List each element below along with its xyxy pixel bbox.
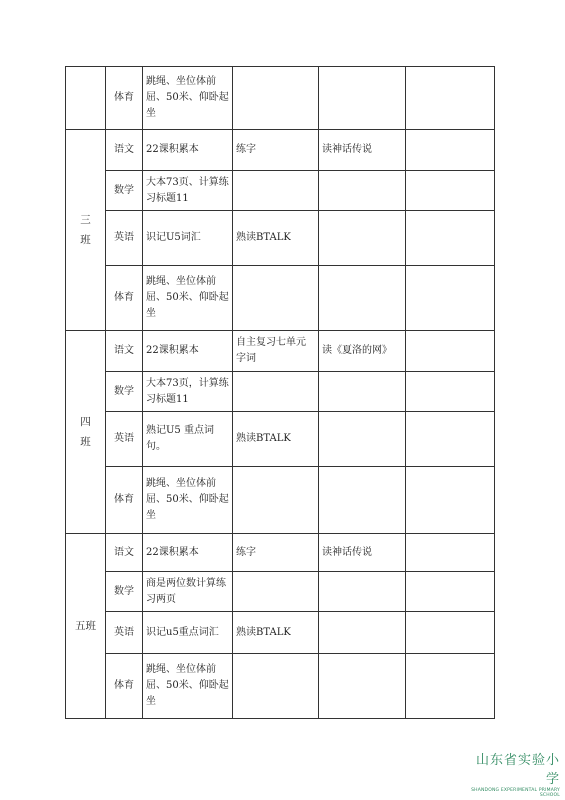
task-cell: 识记U5词汇 (143, 211, 233, 266)
table-row (66, 412, 495, 467)
task-cell (406, 372, 495, 412)
task-cell: 练字 (233, 534, 319, 572)
table-row (66, 467, 495, 534)
class-cell (66, 331, 106, 534)
homework-table (65, 66, 495, 719)
task-cell: 22课积累本 (143, 331, 233, 372)
subject-cell: 体育 (106, 67, 143, 130)
task-cell (406, 534, 495, 572)
class-cell (66, 67, 106, 130)
task-cell (406, 130, 495, 171)
logo-chinese-name: 山东省实验小学 (475, 753, 560, 787)
task-cell (233, 572, 319, 612)
table-row (66, 67, 495, 130)
task-cell (406, 612, 495, 654)
class-cell (66, 534, 106, 719)
task-cell: 22课积累本 (143, 534, 233, 572)
subject-cell: 体育 (106, 266, 143, 331)
task-cell (406, 171, 495, 211)
task-cell (406, 654, 495, 719)
subject-cell: 英语 (106, 211, 143, 266)
task-cell (319, 654, 406, 719)
task-cell (319, 612, 406, 654)
task-cell: 读神话传说 (319, 534, 406, 572)
task-cell: 熟记U5 重点词句。 (143, 412, 233, 467)
subject-cell: 体育 (106, 467, 143, 534)
class-label: 四 班 (80, 416, 91, 448)
task-cell (233, 266, 319, 331)
task-cell (406, 331, 495, 372)
school-logo (470, 749, 560, 798)
subject-cell: 英语 (106, 412, 143, 467)
task-cell: 大本73页、计算练习标题11 (143, 171, 233, 211)
task-cell (319, 266, 406, 331)
task-cell (406, 211, 495, 266)
task-cell (406, 266, 495, 331)
task-cell: 熟读BTALK (233, 412, 319, 467)
task-cell: 熟读BTALK (233, 612, 319, 654)
subject-cell: 数学 (106, 372, 143, 412)
task-cell (319, 372, 406, 412)
subject-cell: 数学 (106, 572, 143, 612)
task-cell (319, 211, 406, 266)
table-row (66, 331, 495, 372)
task-cell (406, 467, 495, 534)
task-cell (319, 412, 406, 467)
task-cell (233, 372, 319, 412)
task-cell: 跳绳、坐位体前屈、50米、仰卧起坐 (143, 67, 233, 130)
task-cell: 读神话传说 (319, 130, 406, 171)
task-cell: 跳绳、坐位体前屈、50米、仰卧起坐 (143, 467, 233, 534)
task-cell (233, 654, 319, 719)
subject-cell: 语文 (106, 331, 143, 372)
task-cell: 跳绳、坐位体前屈、50米、仰卧起坐 (143, 266, 233, 331)
class-cell (66, 130, 106, 331)
subject-cell: 语文 (106, 534, 143, 572)
task-cell: 识记u5重点词汇 (143, 612, 233, 654)
task-cell (319, 67, 406, 130)
task-cell: 跳绳、坐位体前屈、50米、仰卧起坐 (143, 654, 233, 719)
task-cell (406, 67, 495, 130)
task-cell (406, 572, 495, 612)
task-cell (233, 171, 319, 211)
task-cell (319, 572, 406, 612)
table-row (66, 372, 495, 412)
table-row (66, 612, 495, 654)
subject-cell: 英语 (106, 612, 143, 654)
task-cell: 读《夏洛的网》 (319, 331, 406, 372)
table-row (66, 211, 495, 266)
subject-cell: 数学 (106, 171, 143, 211)
task-cell (406, 412, 495, 467)
table-row (66, 534, 495, 572)
task-cell (233, 67, 319, 130)
table-row (66, 572, 495, 612)
task-cell (319, 467, 406, 534)
subject-cell: 语文 (106, 130, 143, 171)
task-cell: 熟读BTALK (233, 211, 319, 266)
table-row (66, 130, 495, 171)
subject-cell: 体育 (106, 654, 143, 719)
task-cell (233, 467, 319, 534)
class-label: 五班 (75, 620, 96, 632)
table-row (66, 266, 495, 331)
task-cell: 练字 (233, 130, 319, 171)
task-cell: 22课积累本 (143, 130, 233, 171)
table-row (66, 654, 495, 719)
table-row (66, 171, 495, 211)
task-cell: 商是两位数计算练习两页 (143, 572, 233, 612)
task-cell (319, 171, 406, 211)
task-cell: 大本73页，计算练习标题11 (143, 372, 233, 412)
class-label: 三 班 (80, 214, 91, 246)
logo-english-name: SHANDONG EXPERIMENTAL PRIMARY SCHOOL (471, 788, 560, 798)
homework-table-body (66, 67, 495, 719)
task-cell: 自主复习七单元字词 (233, 331, 319, 372)
